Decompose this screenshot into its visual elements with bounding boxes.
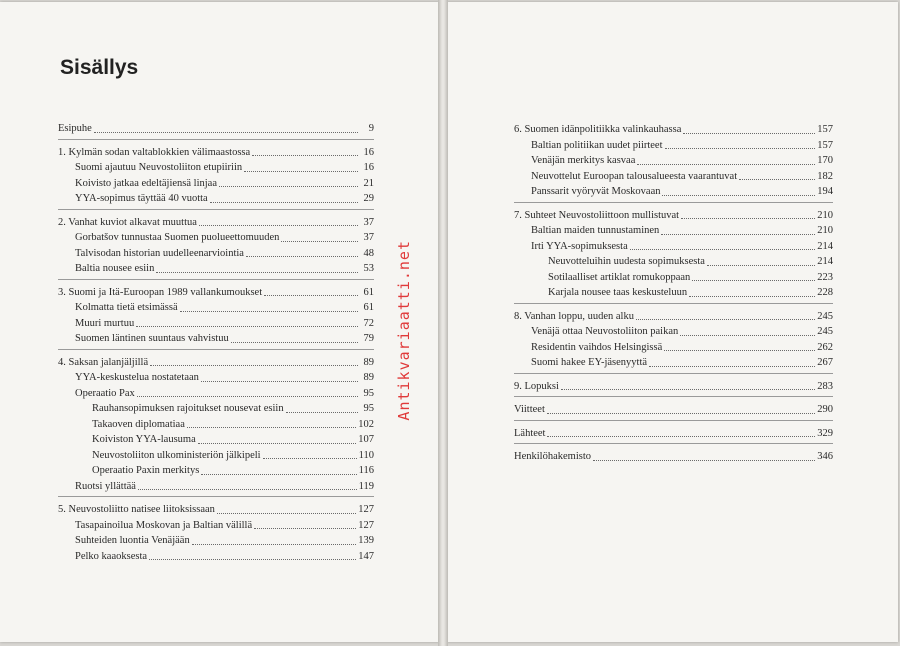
toc-section-entry xyxy=(58,417,374,433)
toc-leader-dots xyxy=(187,426,356,428)
toc-leader-dots xyxy=(180,310,358,312)
toc-leader-dots xyxy=(547,412,815,414)
toc-page-number: 95 xyxy=(363,403,374,414)
toc-page-number: 53 xyxy=(363,263,374,274)
toc-page-number: 89 xyxy=(363,372,374,383)
toc-entry-title: 4. Saksan jalanjäljillä xyxy=(58,356,149,368)
toc-page-number: 72 xyxy=(363,317,374,329)
toc-chapter-entry xyxy=(514,309,833,325)
toc-page-number: 157 xyxy=(817,139,833,151)
toc-section-entry xyxy=(514,285,833,301)
toc-page-number: 37 xyxy=(363,216,374,228)
toc-page-number: 61 xyxy=(363,286,374,298)
toc-leader-dots xyxy=(199,224,358,226)
toc-entry-title: Ruotsi yllättää xyxy=(75,480,136,492)
toc-page-number: 329 xyxy=(817,427,833,439)
toc-leader-dots xyxy=(254,527,356,529)
toc-page-number: 127 xyxy=(358,504,374,515)
toc-entry-title: Henkilöhakemisto xyxy=(514,451,591,462)
toc-section-entry xyxy=(514,355,833,371)
toc-chapter-entry xyxy=(514,402,833,418)
toc-page-number: 79 xyxy=(363,333,374,344)
toc-entry-title: YYA-keskustelua nostatetaan xyxy=(75,372,199,383)
toc-page-number: 102 xyxy=(358,418,374,430)
toc-section-entry xyxy=(514,270,833,286)
toc-page-number: 61 xyxy=(363,302,374,313)
toc-chapter-entry xyxy=(58,502,374,518)
toc-section-entry xyxy=(58,300,374,316)
toc-leader-dots xyxy=(219,185,358,187)
toc-page-number: 147 xyxy=(358,550,374,562)
toc-section-entry xyxy=(58,160,374,176)
toc-chapter-entry xyxy=(58,285,374,301)
toc-section-entry xyxy=(514,169,833,185)
toc-entry-title: Suomen läntinen suuntaus vahvistuu xyxy=(75,333,229,344)
toc-leader-dots xyxy=(664,349,815,351)
toc-entry-title: Lähteet xyxy=(514,427,546,439)
toc-section-entry xyxy=(514,153,833,169)
toc-section-entry xyxy=(58,518,374,534)
toc-leader-dots xyxy=(201,473,356,475)
toc-leader-dots xyxy=(264,294,358,296)
toc-entry-title: Pelko kaaoksesta xyxy=(75,550,148,562)
toc-page-number: 157 xyxy=(817,124,833,135)
toc-leader-dots xyxy=(263,457,357,459)
toc-leader-dots xyxy=(630,248,816,250)
toc-leader-dots xyxy=(681,217,815,219)
toc-entry-title: Tasapainoilua Moskovan ja Baltian välillä xyxy=(75,519,253,531)
toc-divider xyxy=(58,279,374,280)
toc-section-entry xyxy=(58,316,374,332)
right-toc xyxy=(514,122,833,465)
toc-section-entry xyxy=(58,549,374,565)
toc-entry-title: 6. Suomen idänpolitiikka valinkauhassa xyxy=(514,124,682,135)
toc-section-entry xyxy=(58,448,374,464)
toc-page-number: 16 xyxy=(363,146,374,158)
toc-leader-dots xyxy=(680,334,815,336)
toc-section-entry xyxy=(58,246,374,262)
toc-page-number: 9 xyxy=(368,123,374,134)
toc-divider xyxy=(58,349,374,350)
toc-entry-title: Venäjän merkitys kasvaa xyxy=(531,155,636,166)
toc-entry-title: 9. Lopuksi xyxy=(514,380,559,392)
toc-leader-dots xyxy=(683,132,815,134)
toc-section-entry xyxy=(58,191,374,207)
toc-entry-title: Irti YYA-sopimuksesta xyxy=(531,240,628,252)
toc-entry-title: 5. Neuvostoliitto natisee liitoksissaan xyxy=(58,504,215,515)
toc-section-entry xyxy=(514,138,833,154)
toc-leader-dots xyxy=(692,279,815,281)
toc-page-number: 245 xyxy=(817,310,833,322)
toc-leader-dots xyxy=(138,488,357,490)
toc-leader-dots xyxy=(689,295,815,297)
toc-entry-title: Kolmatta tietä etsimässä xyxy=(75,302,178,313)
toc-entry-title: 3. Suomi ja Itä-Euroopan 1989 vallankumoukset xyxy=(58,286,263,298)
toc-leader-dots xyxy=(637,163,815,165)
toc-page-number: 21 xyxy=(363,177,374,189)
toc-section-entry xyxy=(58,370,374,386)
toc-entry-title: Koivisto jatkaa edeltäjiensä linjaa xyxy=(75,177,217,189)
toc-leader-dots xyxy=(198,442,357,444)
toc-page-number: 223 xyxy=(817,271,833,283)
toc-entry-title: Talvisodan historian uudelleenarviointia xyxy=(75,247,244,259)
toc-page-number: 127 xyxy=(358,519,374,531)
toc-entry-title: Koiviston YYA-lausuma xyxy=(92,434,196,445)
toc-divider xyxy=(514,202,833,203)
toc-section-entry xyxy=(58,386,374,402)
toc-leader-dots xyxy=(286,411,358,413)
toc-leader-dots xyxy=(150,364,358,366)
toc-section-entry xyxy=(58,463,374,479)
toc-leader-dots xyxy=(649,365,815,367)
toc-chapter-entry xyxy=(58,145,374,161)
toc-page-number: 267 xyxy=(817,357,833,368)
toc-leader-dots xyxy=(661,233,815,235)
toc-section-entry xyxy=(58,331,374,347)
toc-page-number: 48 xyxy=(363,247,374,259)
page-title: Sisällys xyxy=(60,56,139,79)
toc-page-number: 182 xyxy=(817,170,833,182)
toc-divider xyxy=(514,420,833,421)
book-spine xyxy=(438,0,448,646)
toc-leader-dots xyxy=(561,388,815,390)
toc-entry-title: Venäjä ottaa Neuvostoliiton paikan xyxy=(531,326,679,337)
watermark-text: Antikvariaatti.net xyxy=(395,240,413,421)
toc-page-number: 228 xyxy=(817,287,833,298)
toc-entry-title: Suomi hakee EY-jäsenyyttä xyxy=(531,357,648,368)
toc-leader-dots xyxy=(636,318,815,320)
toc-entry-title: Baltian politiikan uudet piirteet xyxy=(531,139,663,151)
toc-leader-dots xyxy=(210,201,358,203)
toc-leader-dots xyxy=(156,271,358,273)
toc-entry-title: Sotilaalliset artiklat romukoppaan xyxy=(548,271,691,283)
toc-page-number: 95 xyxy=(363,387,374,399)
toc-page-number: 139 xyxy=(358,535,374,546)
toc-section-entry xyxy=(58,261,374,277)
toc-leader-dots xyxy=(246,255,358,257)
toc-entry-title: Suhteiden luontia Venäjään xyxy=(75,535,190,546)
toc-section-entry xyxy=(58,176,374,192)
toc-divider xyxy=(514,303,833,304)
toc-page-number: 283 xyxy=(817,380,833,392)
toc-leader-dots xyxy=(192,543,357,545)
toc-page-number: 194 xyxy=(817,186,833,197)
toc-section-entry xyxy=(514,239,833,255)
toc-divider xyxy=(58,209,374,210)
toc-section-entry xyxy=(58,479,374,495)
toc-leader-dots xyxy=(547,435,815,437)
toc-page-number: 89 xyxy=(363,356,374,368)
toc-page-number: 119 xyxy=(358,480,374,492)
toc-section-entry xyxy=(58,230,374,246)
toc-entry-title: Baltian maiden tunnustaminen xyxy=(531,225,660,236)
toc-leader-dots xyxy=(137,395,358,397)
toc-entry-title: Operaatio Pax xyxy=(75,387,135,399)
toc-divider xyxy=(58,139,374,140)
toc-leader-dots xyxy=(244,170,358,172)
toc-page-number: 110 xyxy=(358,449,374,461)
toc-chapter-entry xyxy=(514,379,833,395)
toc-entry-title: Muuri murtuu xyxy=(75,317,135,329)
toc-page-number: 214 xyxy=(817,240,833,252)
toc-page-number: 210 xyxy=(817,209,833,221)
toc-section-entry xyxy=(58,401,374,417)
toc-leader-dots xyxy=(94,131,358,133)
toc-page-number: 116 xyxy=(358,465,374,476)
toc-entry-title: Neuvottelut Euroopan talousalueesta vaarantuvat xyxy=(531,170,738,182)
toc-entry-title: Residentin vaihdos Helsingissä xyxy=(531,341,663,353)
toc-entry-title: Panssarit vyöryvät Moskovaan xyxy=(531,186,661,197)
toc-entry-title: Neuvotteluihin uudesta sopimuksesta xyxy=(548,256,705,267)
toc-leader-dots xyxy=(281,240,358,242)
toc-leader-dots xyxy=(593,459,815,461)
toc-section-entry xyxy=(514,184,833,200)
toc-page-number: 262 xyxy=(817,341,833,353)
toc-entry-title: Neuvostoliiton ulkoministeriön jälkipeli xyxy=(92,449,261,461)
toc-page-number: 16 xyxy=(363,162,374,173)
toc-chapter-entry xyxy=(58,355,374,371)
toc-divider xyxy=(514,373,833,374)
toc-leader-dots xyxy=(217,512,356,514)
toc-section-entry xyxy=(514,254,833,270)
toc-entry-title: Baltia nousee esiin xyxy=(75,263,155,274)
left-toc xyxy=(58,121,374,564)
toc-entry-title: Operaatio Paxin merkitys xyxy=(92,465,200,476)
toc-entry-title: Karjala nousee taas keskusteluun xyxy=(548,287,688,298)
toc-section-entry xyxy=(58,432,374,448)
toc-leader-dots xyxy=(707,264,815,266)
toc-chapter-entry xyxy=(514,208,833,224)
toc-entry-title: 7. Suhteet Neuvostoliittoon mullistuvat xyxy=(514,209,680,221)
toc-page-number: 214 xyxy=(817,256,833,267)
toc-leader-dots xyxy=(662,194,815,196)
toc-page-number: 170 xyxy=(817,155,833,166)
toc-divider xyxy=(514,396,833,397)
toc-page-number: 37 xyxy=(363,232,374,243)
toc-entry-title: 1. Kylmän sodan valtablokkien välimaastossa xyxy=(58,146,251,158)
toc-page-number: 29 xyxy=(363,193,374,204)
toc-chapter-entry xyxy=(58,215,374,231)
toc-chapter-entry xyxy=(514,426,833,442)
toc-leader-dots xyxy=(252,154,358,156)
toc-section-entry xyxy=(514,223,833,239)
toc-chapter-entry xyxy=(514,449,833,465)
toc-entry-title: Gorbatšov tunnustaa Suomen puolueettomuuden xyxy=(75,232,280,243)
toc-entry-title: Suomi ajautuu Neuvostoliiton etupiiriin xyxy=(75,162,243,173)
toc-leader-dots xyxy=(739,178,815,180)
toc-leader-dots xyxy=(231,341,358,343)
toc-entry-title: Viitteet xyxy=(514,404,545,415)
toc-leader-dots xyxy=(149,558,356,560)
toc-chapter-entry xyxy=(514,122,833,138)
toc-page-number: 290 xyxy=(817,404,833,415)
toc-page-number: 210 xyxy=(817,225,833,236)
toc-page-number: 107 xyxy=(358,434,374,445)
toc-entry-title: Rauhansopimuksen rajoitukset nousevat esiin xyxy=(92,403,284,414)
toc-leader-dots xyxy=(136,325,358,327)
toc-section-entry xyxy=(514,340,833,356)
toc-page-number: 245 xyxy=(817,326,833,337)
toc-divider xyxy=(58,496,374,497)
toc-entry-title: Takaoven diplomatiaa xyxy=(92,418,185,430)
toc-leader-dots xyxy=(665,147,816,149)
toc-leader-dots xyxy=(201,380,358,382)
toc-section-entry xyxy=(58,533,374,549)
toc-entry-title: Esipuhe xyxy=(58,123,92,134)
toc-entry-title: YYA-sopimus täyttää 40 vuotta xyxy=(75,193,208,204)
toc-entry-title: 8. Vanhan loppu, uuden alku xyxy=(514,310,634,322)
toc-divider xyxy=(514,443,833,444)
toc-entry-title: 2. Vanhat kuviot alkavat muuttua xyxy=(58,216,197,228)
toc-page-number: 346 xyxy=(817,451,833,462)
toc-section-entry xyxy=(514,324,833,340)
toc-chapter-entry xyxy=(58,121,374,137)
